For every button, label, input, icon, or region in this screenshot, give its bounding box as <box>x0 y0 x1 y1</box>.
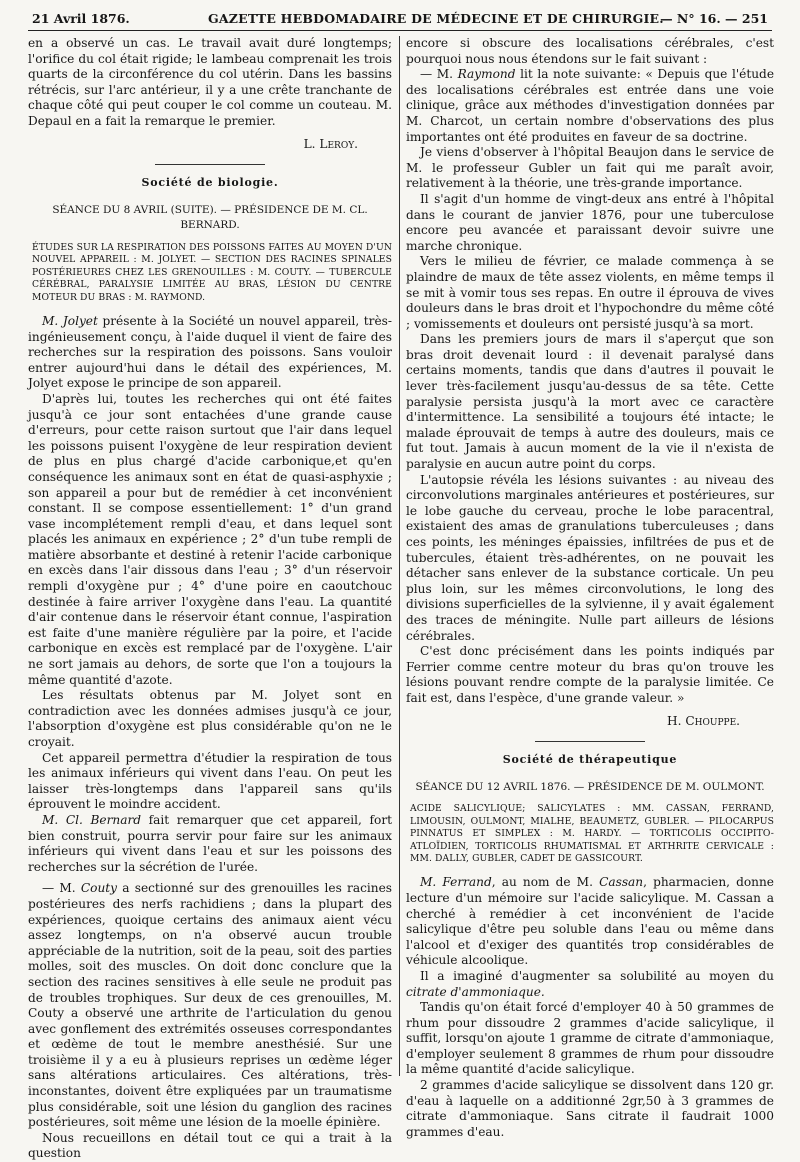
right-column <box>406 36 774 1140</box>
paragraph-raymond: — M. Raymond lit la note suivante: « Depuis que l'étude des localisations cérébrales est entrée dans une voie clinique, grâce aux méthodes d'investigation données par M. Charcot, un certain nombre d'observations des plus importantes ont été produites en faveur de sa doctrine. <box>406 67 774 144</box>
signature-chouppe: H. Chouppe. <box>667 713 740 728</box>
header-date: 21 Avril 1876. <box>32 11 130 26</box>
name-cassan: Cassan <box>599 875 644 890</box>
paragraph-citrate: Il a imaginé d'augmenter sa solubilité au moyen du citrate d'ammoniaque. <box>406 968 774 999</box>
paragraph-dissolution: 2 grammes d'acide salicylique se dissolvent dans 120 gr. d'eau à laquelle on a additionné 2gr,50 à 3 grammes de citrate d'ammoniaque. Sans citrate il faudrait 1000 grammes d'eau. <box>406 1078 774 1139</box>
paragraph-bernard: M. Cl. Bernard fait remarquer que cet appareil, fort bien construit, pourra servir pour faire sur les animaux inférieurs qui vivent dans l'eau et sur les poissons des recherches sur la sécrétion de l'urée. <box>28 812 392 874</box>
speaker-ferrand: M. Ferrand <box>420 875 492 890</box>
paragraph-autopsy: L'autopsie révéla les lésions suivantes : au niveau des circonvolutions marginales antérieures et postérieures, sur le lobe gauche du cerveau, proche le lobe paracentral, existaient des amas de granulations tuberculeuses ; dans ces points, les méninges épaissies, infiltrées de pus et de tubercules, étaient très-adhérentes, on ne pouvait les détacher sans enlever de la substance corticale. Un peu plus loin, sur les mêmes circonvolutions, le long des divisions superficielles de la sylvienne, il y avait également des traces de méningite. Nulle part ailleurs de lésions cérébrales. <box>406 472 774 643</box>
section-divider <box>155 164 265 165</box>
signature-leroy: L. Leroy. <box>303 136 358 151</box>
column-divider <box>399 36 400 1076</box>
term-citrate: citrate d'ammoniaque. <box>406 984 545 999</box>
paragraph-february: Vers le milieu de février, ce malade commença à se plaindre de maux de tête assez violents, en même temps il se mit à vomir tous ses repas. En outre il éprouva de vives douleurs dans le bras droit et l'hypochondre du même côté ; vomissements et douleurs ont persisté jusqu'à sa mort. <box>406 254 774 331</box>
speaker-jolyet: M. Jolyet <box>42 313 98 328</box>
section-title-biologie: Société de biologie. <box>141 176 279 190</box>
paragraph-rhum: Tandis qu'on était forcé d'employer 40 à 50 grammes de rhum pour dissoudre 2 grammes d'acide salicylique, il suffit, lorsqu'on ajoute 1 gramme de citrate d'ammoniaque, d'employer seulement 8 grammes de rhum pour dissoudre la même quantité d'acide salicylique. <box>406 1000 774 1077</box>
paragraph-couty: — M. Couty a sectionné sur des grenouilles les racines postérieures des nerfs rachidiens ; dans la plupart des expériences, quoique certains des animaux aient vécu assez longtemps, on n'a observé aucun trouble appréciable de la nutrition, soit de la peau, soit des parties molles, soit des muscles. On doit donc conclure que la section des racines sensitives à elle seule ne produit pas de troubles trophiques. Sur deux de ces grenouilles, M. Couty a observé une arthrite de l'articulation du genou avec gonflement des extrémités osseuses correspondantes et œdème de tout le membre anesthésié. Sur une troisième il y a eu à plusieurs reprises un œdème léger sans altérations articulaires. Ces altérations, très-inconstantes, doivent être expliquées par un traumatisme plus considérable, soit une lésion du ganglion des racines postérieures, soit même une lésion de la moelle épinière. <box>28 881 392 1130</box>
right-paragraph-1: encore si obscure des localisations cérébrales, c'est pourquoi nous nous étendons sur le fait suivant : <box>406 36 774 66</box>
paragraph-beaujon: Je viens d'observer à l'hôpital Beaujon dans le service de M. le professeur Gubler un fait qui me paraît avoir, relativement à la théorie, une très-grande importance. <box>406 145 774 191</box>
speaker-couty: Couty <box>80 881 118 896</box>
header-number-page: — N° 16. — 251 <box>660 11 768 26</box>
paragraph-jolyet-apparatus: D'après lui, toutes les recherches qui ont été faites jusqu'à ce jour sont entachées d'une grande cause d'erreurs, pour cette raison surtout que l'air dans lequel les poissons puisent l'oxygène de leur respiration devient de plus en plus chargé d'acide carbonique,et qu'en conséquence les animaux sont en état de quasi-asphyxie ; son appareil a pour but de remédier à cet inconvénient constant. Il se compose essentiellement: 1° d'un grand vase incomplétement rempli d'eau, et dans lequel sont placés les animaux en expérience ; 2° d'un tube rempli de matière absorbante et destiné à retenir l'acide carbonique en excès dans l'air dissous dans l'eau ; 3° d'un réservoir rempli d'oxygène pur ; 4° d'une poire en caoutchouc destinée à faire arriver l'oxygène dans l'eau. La quantité d'air contenue dans le réservoir étant connue, l'aspiration est faite d'une manière régulière par la poire, et l'acide carbonique en excès est remplacé par de l'oxygène. L'air ne sort jamais au dehors, de sorte que l'on a toujours la même quantité d'azote. <box>28 391 392 687</box>
paragraph-jolyet: M. Jolyet présente à la Société un nouvel appareil, très-ingénieusement conçu, à l'aide duquel il vient de faire des recherches sur la respiration des poissons. Sans vouloir entrer aujourd'hui dans le détail des expériences, M. Jolyet expose le principe de son appareil. <box>28 313 392 391</box>
paragraph-continuation: Nous recueillons en détail tout ce qui a trait à la question <box>28 1130 392 1161</box>
paragraph-march: Dans les premiers jours de mars il s'aperçut que son bras droit devenait lourd : il devenait paralysé dans certains moments, tandis que dans d'autres il pouvait le lever très-facilement jusqu'au-dessus de sa tête. Cette paralysie persista jusqu'à la mort avec ce caractère d'intermittence. La sensibilité a toujours été intacte; le malade éprouvait de temps à autre des douleurs, mais ce fut tout. Jamais à aucun moment de la vie il n'exista de paralysie en aucun autre point du corps. <box>406 332 774 472</box>
speaker-bernard: M. Cl. Bernard <box>42 812 142 827</box>
paragraph-jolyet-results: Les résultats obtenus par M. Jolyet sont en contradiction avec les données admises jusqu'à ce jour, l'absorption d'oxygène est plus considérable qu'on ne le croyait. <box>28 688 392 749</box>
paragraph-patient: Il s'agit d'un homme de vingt-deux ans entré à l'hôpital dans le courant de janvier 1876, pour une tuberculose encore peu avancée et paraissant devoir suivre une marche chronique. <box>406 191 774 253</box>
page-header <box>28 8 772 31</box>
paragraph-jolyet-use: Cet appareil permettra d'étudier la respiration de tous les animaux inférieurs qui vivent dans l'eau. On peut les laisser très-longtemps dans l'appareil sans qu'ils éprouvent le moindre accident. <box>28 750 392 812</box>
session-heading-biologie: SÉANCE DU 8 AVRIL (SUITE). — PRÉSIDENCE DE M. CL. BERNARD. <box>52 203 368 232</box>
subjects-summary-therapeutique: ACIDE SALICYLIQUE; SALICYLATES : MM. CASSAN, FERRAND, LIMOUSIN, OULMONT, MIALHE, BEAUMETZ, GUBLER. — PILOCARPUS PINNATUS ET SIMPLEX : M. HARDY. — TORTICOLIS OCCIPITO-ATLOÏDIEN, TORTICOLIS RHUMATISMAL ET ARTHRITE CERVICALE : MM. DALLY, GUBLER, CADET DE GASSICOURT. <box>410 803 774 864</box>
speaker-raymond: Raymond <box>457 67 516 82</box>
left-paragraph-1: en a observé un cas. Le travail avait duré longtemps; l'orifice du col était rigide; le lambeau comprenait les trois quarts de la circonférence du col utérin. Dans les bassins rétrécis, sur l'arc antérieur, il y a une crête tranchante de chaque côté qui peut couper le col comme un couteau. M. Depaul en a fait la remarque le premier. <box>28 36 392 128</box>
header-journal-title: GAZETTE HEBDOMADAIRE DE MÉDECINE ET DE CHIRURGIE. <box>208 11 664 26</box>
subjects-summary-biologie: ÉTUDES SUR LA RESPIRATION DES POISSONS FAITES AU MOYEN D'UN NOUVEL APPAREIL : M. JOLYET. — SECTION DES RACINES SPINALES POSTÉRIEURES CHEZ LES GRENOUILLES : M. COUTY. — TUBERCULE CÉRÉBRAL, PARALYSIE LIMITÉE AU BRAS, LÉSION DU CENTRE MOTEUR DU BRAS : M. RAYMOND. <box>32 241 392 303</box>
section-title-therapeutique: Société de thérapeutique <box>502 753 678 767</box>
left-column <box>28 36 392 1162</box>
paragraph-conclusion: C'est donc précisément dans les points indiqués par Ferrier comme centre moteur du bras qu'on trouve les lésions pouvant rendre compte de la paralysie limitée. Ce fait est, dans l'espèce, d'une grande valeur. » <box>406 644 774 705</box>
section-divider <box>535 741 645 742</box>
paragraph-ferrand: M. Ferrand, au nom de M. Cassan, pharmacien, donne lecture d'un mémoire sur l'acide salicylique. M. Cassan a cherché à remédier à cet inconvénient de l'acide salicylique d'être peu soluble dans l'eau ou même dans l'alcool et d'exiger des quantités trop considérables de véhicule alcoolique. <box>406 875 774 968</box>
session-heading-therapeutique: SÉANCE DU 12 AVRIL 1876. — PRÉSIDENCE DE M. OULMONT. <box>415 780 765 793</box>
